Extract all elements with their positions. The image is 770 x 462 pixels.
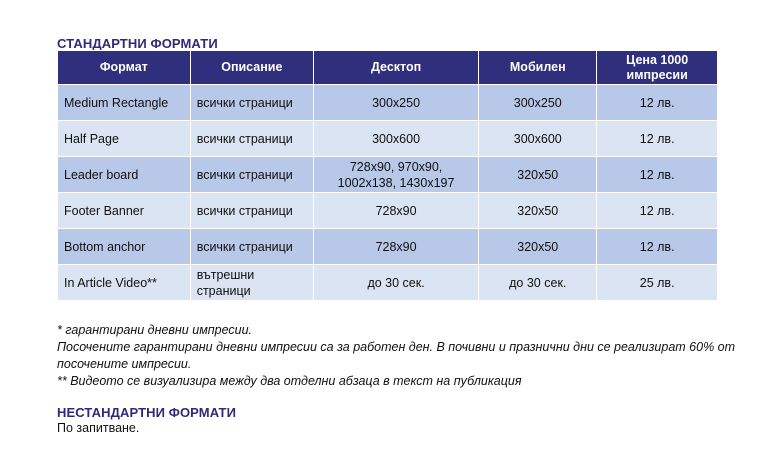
footnotes bbox=[57, 322, 747, 390]
cell-desktop: 728x90, 970x90, 1002x138, 1430x197 bbox=[313, 157, 478, 193]
cell-format: In Article Video** bbox=[58, 265, 191, 301]
cell-description: всички страници bbox=[190, 229, 313, 265]
footnote-guaranteed: * гарантирани дневни импресии. bbox=[57, 323, 253, 337]
cell-desktop: 300x600 bbox=[313, 121, 478, 157]
cell-mobile: 320x50 bbox=[479, 229, 597, 265]
table-row bbox=[58, 85, 718, 121]
header-description: Описание bbox=[190, 51, 313, 85]
cell-mobile: 320x50 bbox=[479, 157, 597, 193]
header-price: Цена 1000 импресии bbox=[597, 51, 718, 85]
nonstandard-formats-text: По запитване. bbox=[57, 421, 140, 435]
table-row bbox=[58, 157, 718, 193]
footnote-video: ** Видеото се визуализира между два отделни абзаца в текст на публикация bbox=[57, 374, 522, 388]
table-row bbox=[58, 265, 718, 301]
cell-price: 12 лв. bbox=[597, 229, 718, 265]
cell-desktop: 728x90 bbox=[313, 229, 478, 265]
nonstandard-formats-title: НЕСТАНДАРТНИ ФОРМАТИ bbox=[57, 405, 237, 420]
cell-desktop: до 30 сек. bbox=[313, 265, 478, 301]
cell-description: вътрешни страници bbox=[190, 265, 313, 301]
cell-mobile: до 30 сек. bbox=[479, 265, 597, 301]
header-desktop: Десктоп bbox=[313, 51, 478, 85]
cell-mobile: 300x600 bbox=[479, 121, 597, 157]
cell-format: Leader board bbox=[58, 157, 191, 193]
table-row bbox=[58, 229, 718, 265]
cell-mobile: 300x250 bbox=[479, 85, 597, 121]
cell-price: 12 лв. bbox=[597, 157, 718, 193]
cell-desktop: 300x250 bbox=[313, 85, 478, 121]
cell-price: 12 лв. bbox=[597, 121, 718, 157]
table-header-row bbox=[58, 51, 718, 85]
cell-format: Bottom anchor bbox=[58, 229, 191, 265]
standard-formats-title: СТАНДАРТНИ ФОРМАТИ bbox=[57, 36, 218, 51]
table-row bbox=[58, 121, 718, 157]
cell-desktop: 728x90 bbox=[313, 193, 478, 229]
cell-price: 12 лв. bbox=[597, 193, 718, 229]
cell-format: Medium Rectangle bbox=[58, 85, 191, 121]
cell-description: всички страници bbox=[190, 157, 313, 193]
cell-description: всички страници bbox=[190, 121, 313, 157]
cell-format: Half Page bbox=[58, 121, 191, 157]
cell-mobile: 320x50 bbox=[479, 193, 597, 229]
cell-format: Footer Banner bbox=[58, 193, 191, 229]
cell-price: 12 лв. bbox=[597, 85, 718, 121]
table-row bbox=[58, 193, 718, 229]
footnote-workday: Посочените гарантирани дневни импресии са за работен ден. В почивни и празнични дни се реализират 60% от посочените импресии. bbox=[57, 340, 736, 371]
header-format: Формат bbox=[58, 51, 191, 85]
header-mobile: Мобилен bbox=[479, 51, 597, 85]
cell-description: всички страници bbox=[190, 193, 313, 229]
cell-price: 25 лв. bbox=[597, 265, 718, 301]
formats-table bbox=[57, 50, 718, 301]
cell-description: всички страници bbox=[190, 85, 313, 121]
